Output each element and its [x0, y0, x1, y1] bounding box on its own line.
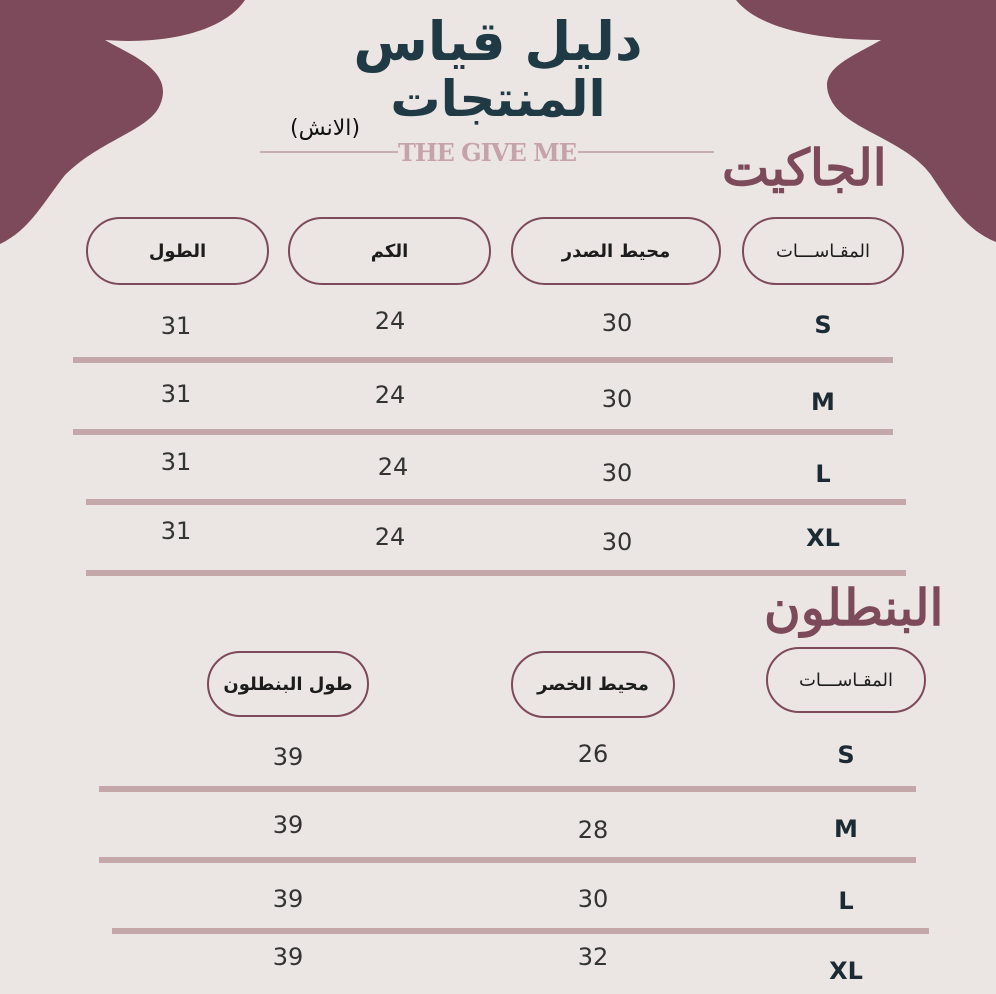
jacket-header-sleeve: الكم	[288, 217, 491, 285]
jacket-sleeve-cell: 24	[377, 453, 409, 481]
jacket-length-cell: 31	[160, 448, 192, 476]
pants-waist-cell: 26	[577, 740, 609, 768]
brand-logo: THE GIVE ME	[398, 138, 577, 167]
page-title-line1: دليل قياس	[353, 10, 643, 73]
pants-row-divider	[99, 786, 916, 792]
jacket-chest-cell: 30	[601, 528, 633, 556]
jacket-size-cell: XL	[806, 524, 840, 552]
pants-section-title: البنطلون	[764, 578, 944, 637]
pants-size-cell: XL	[829, 957, 863, 985]
jacket-row-divider	[86, 499, 906, 505]
pants-length-cell: 39	[272, 743, 304, 771]
pants-row-divider	[112, 928, 929, 934]
jacket-chest-cell: 30	[601, 385, 633, 413]
pants-size-cell: L	[838, 887, 854, 915]
jacket-chest-cell: 30	[601, 309, 633, 337]
pants-header-length: طول البنطلون	[207, 651, 369, 717]
page-title-line2: المنتجات	[390, 70, 606, 128]
unit-label: (الانش)	[290, 116, 361, 141]
brand-line-left	[260, 151, 398, 153]
pants-row-divider	[99, 857, 916, 863]
jacket-size-cell: M	[811, 388, 835, 416]
pants-waist-cell: 28	[577, 816, 609, 844]
jacket-length-cell: 31	[160, 312, 192, 340]
pants-size-cell: S	[837, 741, 855, 769]
pants-size-cell: M	[834, 815, 858, 843]
jacket-header-length: الطول	[86, 217, 269, 285]
pants-waist-cell: 32	[577, 943, 609, 971]
jacket-chest-cell: 30	[601, 459, 633, 487]
pants-waist-cell: 30	[577, 885, 609, 913]
jacket-length-cell: 31	[160, 517, 192, 545]
jacket-row-divider	[73, 357, 893, 363]
jacket-row-divider	[73, 429, 893, 435]
pants-length-cell: 39	[272, 885, 304, 913]
jacket-sleeve-cell: 24	[374, 381, 406, 409]
jacket-sleeve-cell: 24	[374, 307, 406, 335]
pants-header-sizes: المقـاســـات	[766, 647, 926, 713]
jacket-size-cell: L	[815, 460, 831, 488]
pants-length-cell: 39	[272, 811, 304, 839]
jacket-row-divider	[86, 570, 906, 576]
jacket-header-chest: محيط الصدر	[511, 217, 721, 285]
jacket-sleeve-cell: 24	[374, 523, 406, 551]
jacket-size-cell: S	[814, 311, 832, 339]
jacket-section-title: الجاكيت	[722, 138, 887, 197]
brand-line-right	[578, 151, 714, 153]
pants-header-waist: محيط الخصر	[511, 651, 675, 718]
pants-length-cell: 39	[272, 943, 304, 971]
jacket-header-sizes: المقـاســـات	[742, 217, 904, 285]
jacket-length-cell: 31	[160, 380, 192, 408]
